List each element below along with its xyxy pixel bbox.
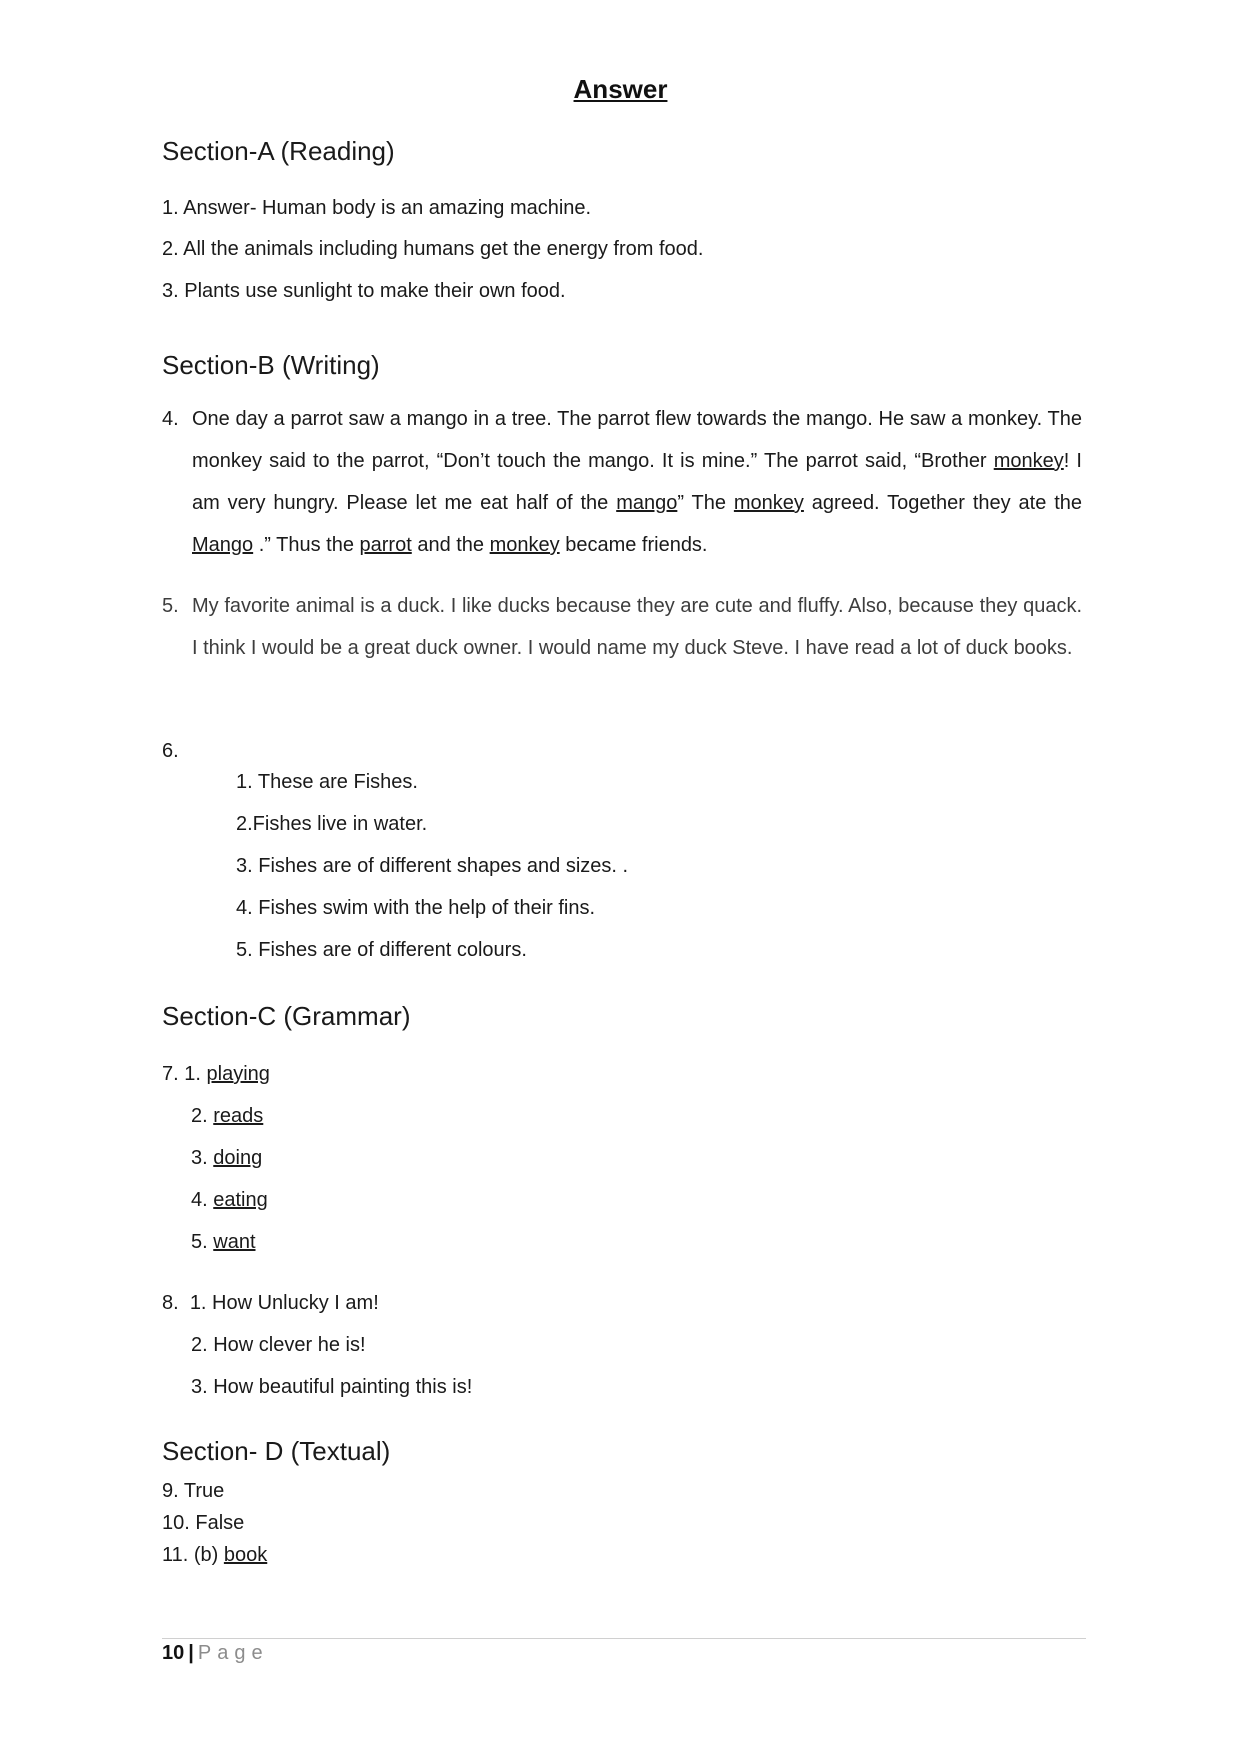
page-separator: | [188, 1642, 194, 1664]
underlined-word: book [223, 1544, 268, 1566]
answer-6-item: 5. Fishes are of different colours. [236, 939, 527, 961]
underlined-word: monkey [993, 450, 1064, 472]
answer-8-item: 2. How clever he is! [191, 1334, 366, 1356]
answer-6-item: 1. These are Fishes. [236, 771, 418, 793]
page-label: Page [197, 1642, 269, 1664]
section-c-heading: Section-C (Grammar) [162, 1001, 411, 1031]
answer-6-number: 6. [162, 740, 179, 762]
answer-7-item: 4. eating [191, 1189, 268, 1211]
answer-5-paragraph: 5. My favorite animal is a duck. I like ducks because they are cute and fluffy. Also, because they quack. I think I would be a great duck owner. I would name my duck Steve. I have read a lot of duck books. [162, 585, 1082, 669]
answer-8-item: 3. How beautiful painting this is! [191, 1376, 473, 1398]
footer-divider [162, 1638, 1086, 1639]
underlined-word: parrot [359, 534, 412, 556]
answer-2: 2. All the animals including humans get the energy from food. [162, 238, 704, 260]
answer-7-item: 7. 1. playing [162, 1063, 270, 1085]
answer-6-item: 3. Fishes are of different shapes and sizes. . [236, 855, 629, 877]
section-d-heading: Section- D (Textual) [162, 1436, 391, 1466]
underlined-word: doing [213, 1147, 263, 1169]
answer-3: 3. Plants use sunlight to make their own food. [162, 280, 566, 302]
underlined-word: playing [206, 1063, 270, 1085]
section-a-heading: Section-A (Reading) [162, 136, 395, 166]
answer-9: 9. True [162, 1480, 225, 1502]
answer-7-item: 5. want [191, 1231, 256, 1253]
answer-4-story: 4. One day a parrot saw a mango in a tree. The parrot flew towards the mango. He saw a monkey. The monkey said to the parrot, “Don’t touch the mango. It is mine.” The parrot said, “Brother monkey! I am very hungry. Please let me eat half of the mango” The monkey agreed. Together they ate the Mango .” Thus the parrot and the monkey became friends. [162, 398, 1082, 566]
underlined-word: monkey [733, 492, 804, 514]
answer-8-item: 8. 1. How Unlucky I am! [162, 1292, 379, 1314]
underlined-word: monkey [489, 534, 560, 556]
answer-6-item: 4. Fishes swim with the help of their fins. [236, 897, 596, 919]
underlined-word: mango [616, 492, 678, 514]
underlined-word: want [213, 1231, 256, 1253]
page-title: Answer [573, 74, 668, 104]
answer-5-number: 5. [162, 595, 179, 617]
section-b-heading: Section-B (Writing) [162, 350, 380, 380]
page-footer [162, 1642, 269, 1665]
underlined-word: eating [213, 1189, 268, 1211]
answer-1: 1. Answer- Human body is an amazing machine. [162, 197, 592, 219]
underlined-word: Mango [192, 534, 254, 556]
answer-4-number: 4. [162, 408, 179, 430]
page-number: 10 [162, 1642, 185, 1664]
underlined-word: reads [213, 1105, 264, 1127]
answer-7-item: 2. reads [191, 1105, 264, 1127]
answer-6-item: 2.Fishes live in water. [236, 813, 428, 835]
answer-7-item: 3. doing [191, 1147, 263, 1169]
answer-11: 11. (b) book [162, 1544, 268, 1566]
answer-10: 10. False [162, 1512, 245, 1534]
